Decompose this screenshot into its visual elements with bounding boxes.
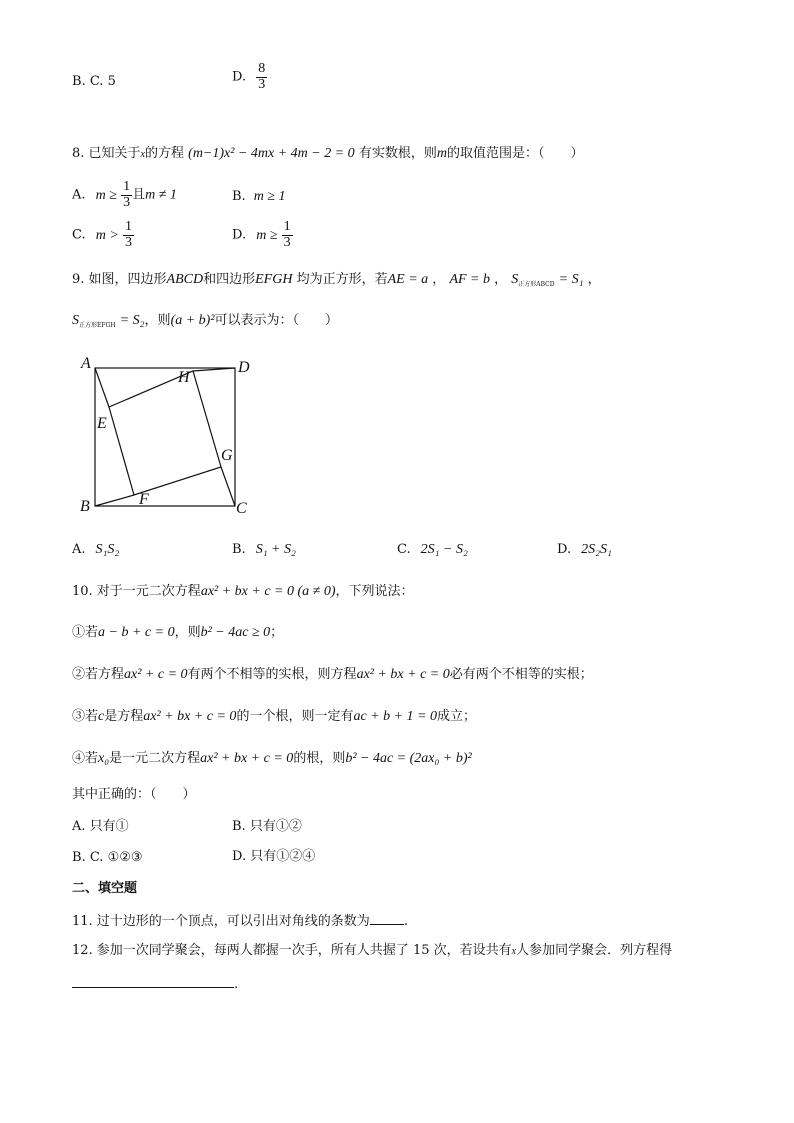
label-a: A (81, 355, 91, 372)
q10-statement-3: ③若c是方程ax² + bx + c = 0的一个根，则一定有ac + b + 1 = 0成立； (72, 709, 477, 724)
q12-answer-line: . (72, 978, 238, 991)
inner-square-efgh (109, 371, 221, 495)
q10-correct-prompt: 其中正确的：（ ） (72, 787, 196, 802)
q9-option-a: A. S₁S₂ (72, 542, 120, 557)
q9-option-c: C. 2S₁ − S₂ (397, 542, 468, 557)
q12-stem: 12. 参加一次同学聚会，每两人都握一次手，所有人共握了 15 次，若设共有x人参加同学聚会．列方程得 (72, 943, 673, 958)
q8-option-b: B. m ≥ 1 (232, 189, 286, 204)
q9-stem-line2: $S_{正方形EFGH} = S_2$，则(a + b)²可以表示为：（ ） (72, 313, 339, 329)
q10-statement-1: ①若a − b + c = 0，则b² − 4ac ≥ 0； (72, 625, 284, 640)
q8-option-d: D. m ≥ $\frac{1}{3}$ (232, 219, 291, 250)
q10-option-a: A. 只有① (72, 819, 129, 834)
label-c: C (236, 500, 247, 517)
square-figure (70, 350, 270, 520)
q8-option-c: C. m > $\frac{1}{3}$ (72, 219, 132, 250)
label-f: F (139, 491, 149, 508)
q10-statement-2: ②若方程ax² + c = 0有两个不相等的实根，则方程ax² + bx + c = 0必有两个不相等的实根； (72, 667, 593, 682)
q7-option-d: D. $\frac{8}{3}$ (232, 61, 266, 92)
q10-statement-4: ④若x₀是一元二次方程ax² + bx + c = 0的根，则b² − 4ac = (2ax₀ + b)² (72, 751, 472, 766)
section-title: 二、填空题 (72, 881, 138, 896)
q12-answer-blank[interactable] (72, 987, 234, 988)
q9-stem-line1: 9. 如图，四边形ABCD和四边形EFGH 均为正方形，若AE = a ， AF = b ， $S_{正方形ABCD} = S_1$ ， (72, 272, 601, 288)
q10-option-d: D. 只有①②④ (232, 849, 316, 864)
q11-stem: 11. 过十边形的一个顶点，可以引出对角线的条数为 . (72, 914, 408, 929)
q9-option-d: D. 2S₂S₁ (557, 542, 612, 557)
label-h: H (178, 369, 190, 386)
label-g: G (221, 447, 233, 464)
label-e: E (97, 415, 107, 432)
q10-stem: 10. 对于一元二次方程ax² + bx + c = 0 (a ≠ 0)，下列说法： (72, 584, 414, 599)
label-d: D (238, 359, 250, 376)
q11-answer-blank[interactable] (370, 924, 404, 925)
label-b: B (80, 498, 90, 515)
q8-stem: 8. 已知关于x的方程 (m−1)x² − 4mx + 4m − 2 = 0 有实数根，则m的取值范围是：（ ） (72, 146, 584, 161)
q9-option-b: B. S₁ + S₂ (232, 542, 296, 557)
q7-option-b: B. C. 5 (72, 74, 116, 89)
q8-option-a: A. m ≥ $\frac{1}{3}$ 且m ≠ 1 (72, 179, 177, 210)
q10-option-c: B. C. ①②③ (72, 850, 143, 865)
q10-option-b: B. 只有①② (232, 819, 302, 834)
